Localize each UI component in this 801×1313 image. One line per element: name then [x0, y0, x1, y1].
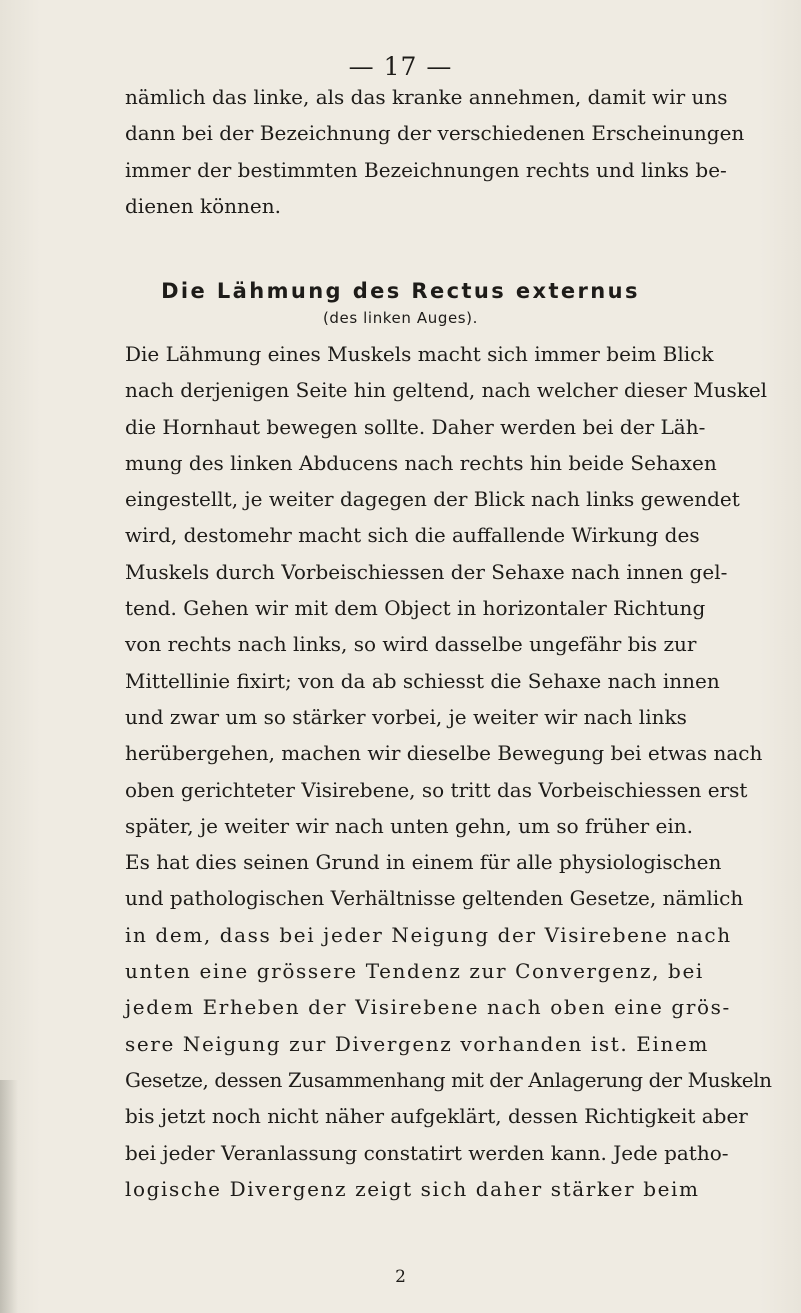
text-line: dann bei der Bezeichnung der verschiedenen Erscheinungen — [125, 121, 745, 146]
text-line-spaced: in dem, dass bei jeder Neigung der Visirebene nach — [125, 922, 732, 947]
text-line: Muskels durch Vorbeischiessen der Sehaxe nach innen gel- — [125, 559, 728, 584]
text-line: eingestellt, je weiter dagegen der Blick nach links gewendet — [125, 487, 740, 512]
text-line: von rechts nach links, so wird dasselbe ungefähr bis zur — [125, 632, 697, 657]
section-subheading: (des linken Auges). — [322, 309, 479, 327]
text-line: später, je weiter wir nach unten gehn, um so früher ein. — [125, 813, 693, 838]
text-line: Die Lähmung eines Muskels macht sich immer beim Blick — [125, 342, 714, 366]
text-line: und zwar um so stärker vorbei, je weiter wir nach links — [125, 704, 687, 729]
text-line: tend. Gehen wir mit dem Object in horizontaler Richtung — [125, 596, 706, 621]
text-line: immer der bestimmten Bezeichnungen rechts und links be- — [125, 157, 727, 182]
text-line: oben gerichteter Visirebene, so tritt das Vorbeischiessen erst — [125, 777, 748, 802]
page-edge-shadow — [0, 1080, 18, 1313]
text-line: bis jetzt noch nicht näher aufgeklärt, dessen Richtigkeit aber — [125, 1104, 748, 1129]
text-line-spaced: unten eine grössere Tendenz zur Convergenz, bei — [125, 959, 704, 984]
text-line: herübergehen, machen wir dieselbe Bewegung bei etwas nach — [125, 741, 763, 766]
text-line: mung des linken Abducens nach rechts hin beide Sehaxen — [125, 450, 717, 475]
text-line-spaced: logische Divergenz zeigt sich daher stärker beim — [125, 1176, 700, 1201]
text-line: Es hat dies seinen Grund in einem für alle physiologischen — [125, 850, 722, 875]
text-line: bei jeder Veranlassung constatirt werden kann. Jede patho- — [125, 1140, 729, 1165]
text-line-spaced: jedem Erheben der Visirebene nach oben eine grös- — [125, 995, 731, 1020]
text-line: wird, destomehr macht sich die auffallende Wirkung des — [125, 523, 700, 548]
text-line: die Hornhaut bewegen sollte. Daher werden bei der Läh- — [125, 414, 706, 439]
text-line: Gesetze, dessen Zusammenhang mit der Anlagerung der Muskeln — [125, 1067, 772, 1092]
text-line: nach derjenigen Seite hin geltend, nach welcher dieser Muskel — [125, 378, 768, 403]
sheet-signature: 2 — [395, 1267, 406, 1287]
text-line: und pathologischen Verhältnisse geltenden Gesetze, nämlich — [125, 886, 744, 911]
section-heading: Die Lähmung des Rectus externus — [161, 279, 640, 303]
paragraph-1 — [125, 79, 745, 224]
paragraph-2 — [125, 336, 772, 1207]
text-line-spaced: sere Neigung zur Divergenz vorhanden ist. Einem — [125, 1031, 709, 1056]
text-line: Mittellinie fixirt; von da ab schiesst die Sehaxe nach innen — [125, 668, 720, 693]
text-line: nämlich das linke, als das kranke annehmen, damit wir uns — [125, 85, 728, 109]
page-number: — 17 — — [348, 52, 453, 81]
text-line: dienen können. — [125, 193, 281, 218]
